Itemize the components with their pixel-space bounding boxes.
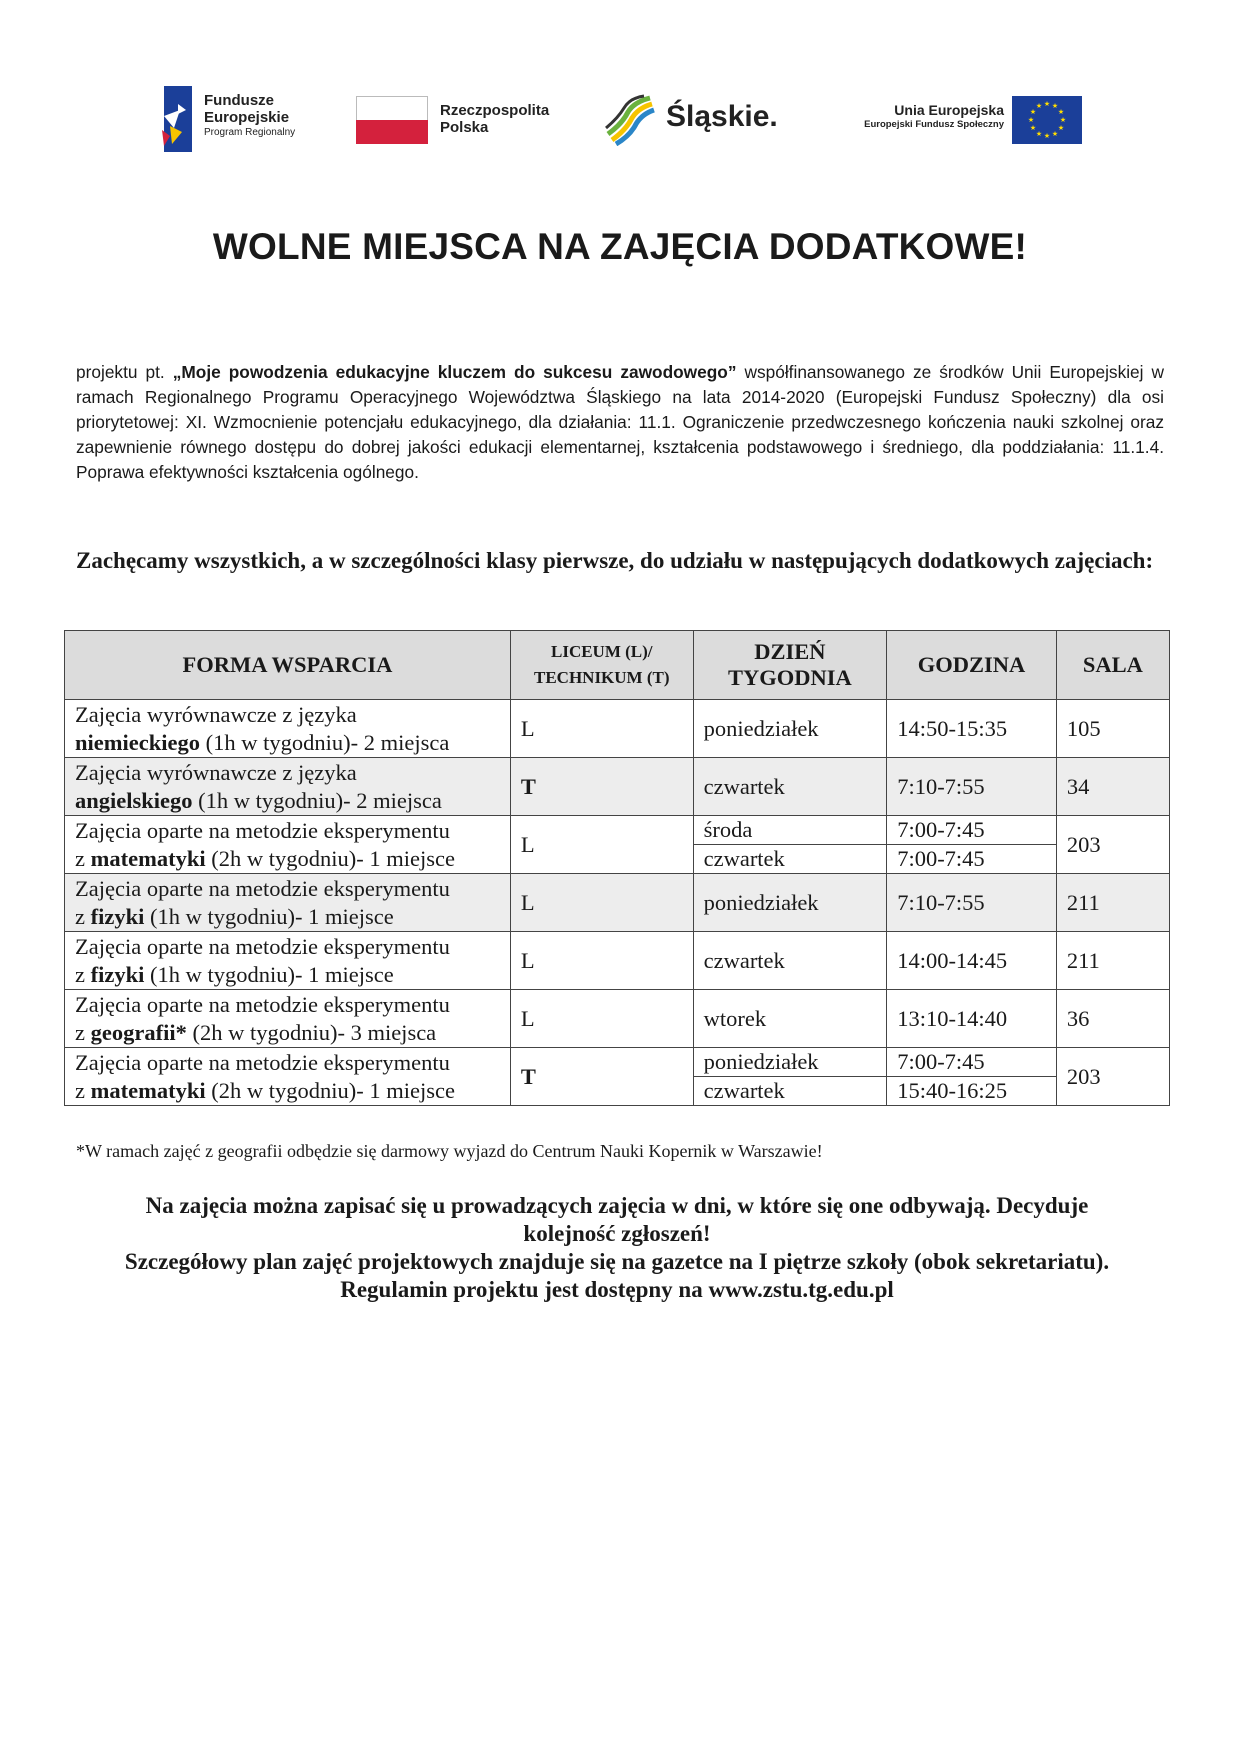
hour-cell: 7:00-7:45 <box>887 1048 1057 1077</box>
room-cell: 34 <box>1056 758 1169 816</box>
svg-text:★: ★ <box>1051 102 1059 110</box>
day-cell: czwartek <box>693 1077 887 1106</box>
day-cell: wtorek <box>693 990 887 1048</box>
room-cell: 203 <box>1056 816 1169 874</box>
form-line1: Zajęcia oparte na metodzie eksperymentu <box>75 933 450 959</box>
school-cell: L <box>510 990 693 1048</box>
polish-flag-icon <box>356 96 428 144</box>
hour-cell: 13:10-14:40 <box>887 990 1057 1048</box>
closing-line3: Szczegółowy plan zajęć projektowych znajduje się na gazetce na I piętrze szkoły (obok sekretariatu). <box>124 1249 1110 1274</box>
form-line1: Zajęcia wyrównawcze z języka <box>75 701 357 727</box>
form-line2-rest: (2h w tygodniu)- 1 miejsce <box>205 1077 455 1103</box>
closing-line2: kolejność zgłoszeń! <box>523 1221 711 1246</box>
school-cell: L <box>510 700 693 758</box>
form-cell <box>65 758 511 816</box>
svg-text:★: ★ <box>1035 130 1043 138</box>
slaskie-name: Śląskie. <box>666 100 778 133</box>
form-line2-rest: (1h w tygodniu)- 1 miejsce <box>144 961 394 987</box>
hour-cell: 14:50-15:35 <box>887 700 1057 758</box>
project-description <box>76 360 1164 485</box>
unia-europejska-logo <box>850 84 1082 154</box>
svg-text:★: ★ <box>1059 116 1067 124</box>
svg-text:★: ★ <box>1027 116 1035 124</box>
form-subject: angielskiego <box>75 787 193 813</box>
form-subject: niemieckiego <box>75 729 200 755</box>
table-row <box>65 874 1170 932</box>
form-line1: Zajęcia oparte na metodzie eksperymentu <box>75 817 450 843</box>
hour-cell: 7:10-7:55 <box>887 874 1057 932</box>
school-cell: L <box>510 816 693 874</box>
schedule-table <box>64 630 1170 1106</box>
day-cell: poniedziałek <box>693 700 887 758</box>
table-row <box>65 1048 1170 1077</box>
form-line1: Zajęcia oparte na metodzie eksperymentu <box>75 1049 450 1075</box>
day-cell: czwartek <box>693 845 887 874</box>
form-line2-rest: (1h w tygodniu)- 1 miejsce <box>144 903 394 929</box>
slaskie-logo <box>604 84 804 154</box>
fundusze-europejskie-logo <box>160 84 320 154</box>
intro-rest: współfinansowanego ze środków Unii Europejskiej w ramach Regionalnego Programu Operacyjnego Województwa Śląskiego na lata 2014-2020 (Europejski Fundusz Społeczny) dla osi priorytetowej: XI. Wzmocnienie potencjału edukacyjnego, dla działania: 11.1. Ograniczenie przedwczesnego kończenia nauki szkolnej oraz zapewnienie równego dostępu do dobrej jakości edukacji elementarnej, kształcenia podstawowego i średniego, dla poddziałania: 11.1.4. Poprawa efektywności kształcenia ogólnego. <box>76 362 1164 482</box>
ue-line2: Europejski Fundusz Społeczny <box>864 119 1004 130</box>
table-row <box>65 932 1170 990</box>
form-subject: matematyki <box>90 1077 206 1103</box>
table-row <box>65 990 1170 1048</box>
form-line2-rest: (1h w tygodniu)- 2 miejsca <box>192 787 442 813</box>
closing-text <box>64 1192 1170 1304</box>
svg-text:★: ★ <box>1057 124 1065 132</box>
svg-text:★: ★ <box>1029 108 1037 116</box>
page-title: WOLNE MIEJSCA NA ZAJĘCIA DODATKOWE! <box>212 226 1028 267</box>
fundusze-line1: Fundusze <box>204 92 274 109</box>
logo-bar <box>160 84 1080 154</box>
header-school: LICEUM (L)/ TECHNIKUM (T) <box>510 631 693 700</box>
header-day: DZIEŃ TYGODNIA <box>693 631 887 700</box>
header-form: FORMA WSPARCIA <box>65 631 511 700</box>
fundusze-line3: Program Regionalny <box>204 127 296 138</box>
form-line1: Zajęcia wyrównawcze z języka <box>75 759 357 785</box>
svg-text:★: ★ <box>1051 130 1059 138</box>
room-cell: 203 <box>1056 1048 1169 1106</box>
geography-footnote: *W ramach zajęć z geografii odbędzie się darmowy wyjazd do Centrum Nauki Kopernik w Warszawie! <box>76 1141 823 1161</box>
form-subject: fizyki <box>90 961 145 987</box>
form-cell <box>65 1048 511 1106</box>
slaskie-waves-icon <box>604 94 656 146</box>
form-line2-rest: (2h w tygodniu)- 3 miejsca <box>186 1019 437 1045</box>
svg-text:★: ★ <box>1057 108 1065 116</box>
rp-line1: Rzeczpospolita <box>440 102 550 119</box>
form-prefix: z <box>75 961 91 987</box>
form-cell <box>65 700 511 758</box>
fundusze-line2: Europejskie <box>204 109 290 126</box>
form-cell <box>65 932 511 990</box>
svg-text:★: ★ <box>1043 100 1051 108</box>
room-cell: 211 <box>1056 932 1169 990</box>
rp-line2: Polska <box>440 119 489 136</box>
day-cell: środa <box>693 816 887 845</box>
table-row <box>65 758 1170 816</box>
form-subject: fizyki <box>90 903 145 929</box>
hour-cell: 15:40-16:25 <box>887 1077 1057 1106</box>
hour-cell: 7:00-7:45 <box>887 845 1057 874</box>
rzeczpospolita-polska-logo <box>356 84 566 154</box>
form-subject: matematyki <box>90 845 206 871</box>
form-line2-rest: (1h w tygodniu)- 2 miejsca <box>199 729 450 755</box>
header-hour: GODZINA <box>887 631 1057 700</box>
hour-cell: 7:00-7:45 <box>887 816 1057 845</box>
school-cell: L <box>510 874 693 932</box>
ue-line1: Unia Europejska <box>894 102 1004 118</box>
day-cell: poniedziałek <box>693 874 887 932</box>
hour-cell: 7:10-7:55 <box>887 758 1057 816</box>
form-line2-rest: (2h w tygodniu)- 1 miejsce <box>205 845 455 871</box>
project-name: „Moje powodzenia edukacyjne kluczem do sukcesu zawodowego” <box>172 362 737 382</box>
svg-text:★: ★ <box>1043 132 1051 140</box>
form-cell <box>65 874 511 932</box>
school-cell: T <box>510 1048 693 1106</box>
closing-line1: Na zajęcia można zapisać się u prowadzących zajęcia w dni, w które się one odbywają. Decyduje <box>145 1193 1089 1218</box>
fundusze-europejskie-emblem <box>160 86 196 152</box>
room-cell: 36 <box>1056 990 1169 1048</box>
intro-prefix: projektu pt. <box>76 362 173 382</box>
form-prefix: z <box>75 1019 91 1045</box>
form-subject: geografii* <box>90 1019 187 1045</box>
closing-line4: Regulamin projektu jest dostępny na www.zstu.tg.edu.pl <box>340 1277 894 1302</box>
invitation-text: Zachęcamy wszystkich, a w szczególności klasy pierwsze, do udziału w następujących dodatkowych zajęciach: <box>76 548 1154 573</box>
table-row <box>65 700 1170 758</box>
room-cell: 105 <box>1056 700 1169 758</box>
school-cell: T <box>510 758 693 816</box>
room-cell: 211 <box>1056 874 1169 932</box>
school-cell: L <box>510 932 693 990</box>
form-cell <box>65 990 511 1048</box>
svg-text:★: ★ <box>1035 102 1043 110</box>
table-row <box>65 816 1170 845</box>
day-cell: poniedziałek <box>693 1048 887 1077</box>
form-prefix: z <box>75 1077 91 1103</box>
eu-flag-icon <box>1012 96 1082 144</box>
hour-cell: 14:00-14:45 <box>887 932 1057 990</box>
header-room: SALA <box>1056 631 1169 700</box>
form-line1: Zajęcia oparte na metodzie eksperymentu <box>75 991 450 1017</box>
form-cell <box>65 816 511 874</box>
form-line1: Zajęcia oparte na metodzie eksperymentu <box>75 875 450 901</box>
form-prefix: z <box>75 845 91 871</box>
table-header-row <box>65 631 1170 700</box>
svg-text:★: ★ <box>1029 124 1037 132</box>
day-cell: czwartek <box>693 932 887 990</box>
day-cell: czwartek <box>693 758 887 816</box>
form-prefix: z <box>75 903 91 929</box>
